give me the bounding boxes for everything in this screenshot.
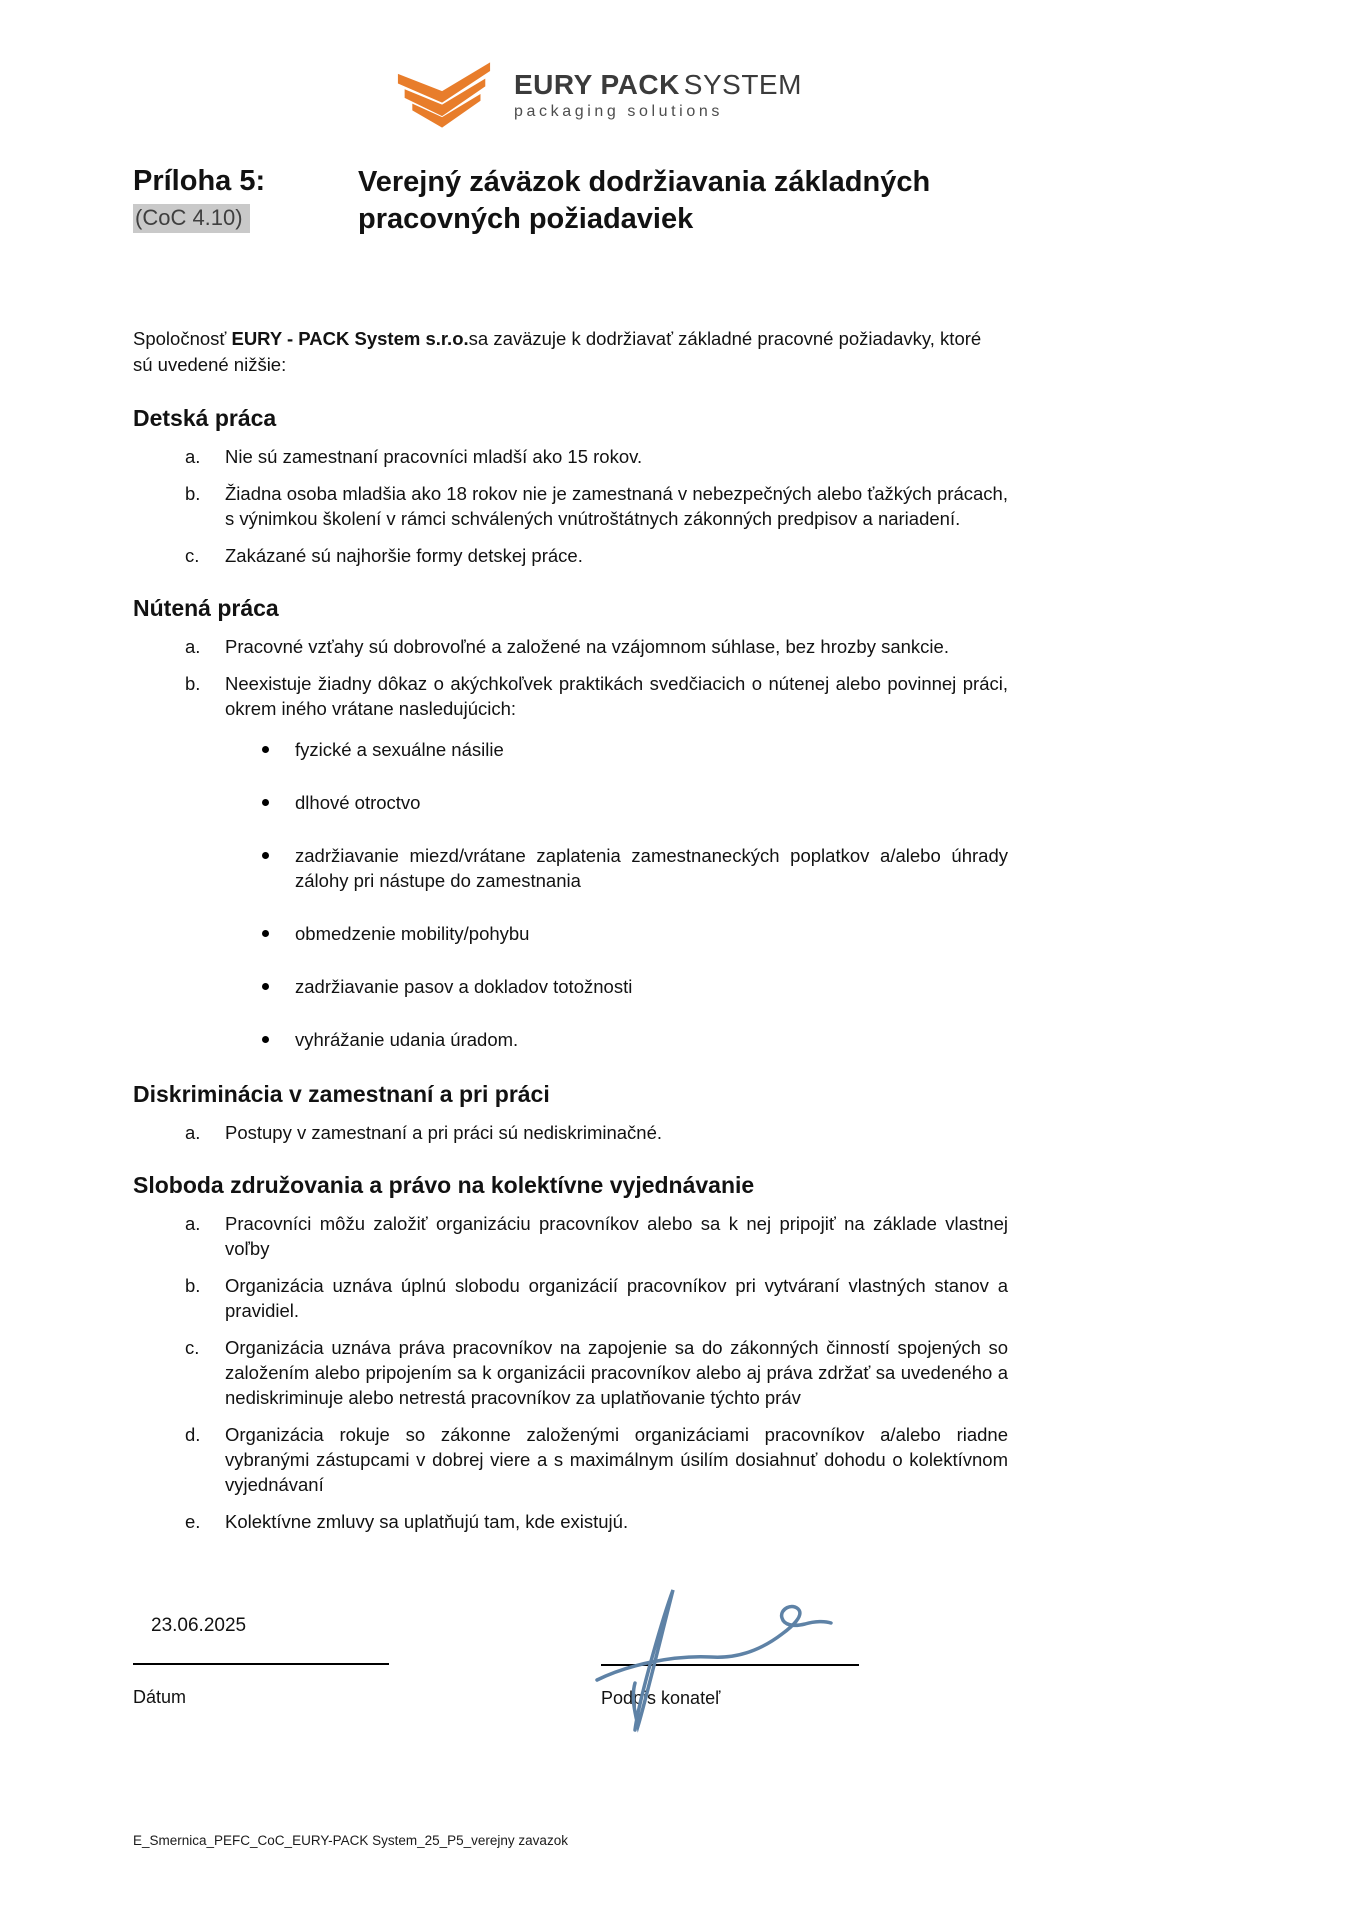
list-item	[133, 543, 1008, 568]
section-heading: Nútená práca	[133, 595, 279, 621]
list-item-label: b.	[185, 1275, 201, 1296]
list-item-label: b.	[185, 483, 201, 504]
page-title	[358, 164, 930, 238]
list-item-label: a.	[185, 636, 201, 657]
bullet-item	[133, 790, 1008, 815]
list-item-label: a.	[185, 446, 201, 467]
bullet-item	[133, 974, 1008, 999]
list-item-label: a.	[185, 1213, 201, 1234]
bullet-item	[133, 1027, 1008, 1052]
bullet-icon	[262, 1027, 295, 1052]
list-item-text: Kolektívne zmluvy sa uplatňujú tam, kde existujú.	[225, 1511, 629, 1532]
section-diskriminacia	[133, 1080, 1008, 1145]
section-heading: Diskriminácia v zamestnaní a pri práci	[133, 1081, 550, 1107]
logo-title-secondary: SYSTEM	[683, 68, 802, 100]
bullet-icon	[262, 790, 295, 815]
list-item	[133, 481, 1008, 531]
list-item	[133, 634, 1008, 659]
list-item-text: Organizácia uznáva úplnú slobodu organizácií pracovníkov pri vytváraní vlastných stanov a pravidiel.	[225, 1275, 1008, 1321]
date-value: 23.06.2025	[151, 1615, 247, 1636]
logo-title	[514, 70, 802, 100]
list-item-text: Pracovníci môžu založiť organizáciu pracovníkov alebo sa k nej pripojiť na základe vlastnej voľby	[225, 1213, 1008, 1259]
bullet-icon	[262, 737, 295, 762]
list-item	[133, 1422, 1008, 1497]
bullet-text: obmedzenie mobility/pohybu	[295, 923, 530, 944]
list-item	[133, 1335, 1008, 1410]
date-block	[133, 1615, 389, 1708]
section-heading: Sloboda združovania a právo na kolektívne vyjednávanie	[133, 1172, 755, 1198]
intro-suffix: sa zaväzuje k dodržiavať základné pracovné požiadavky, ktoré sú uvedené nižšie:	[133, 328, 982, 375]
handwritten-signature	[579, 1583, 839, 1733]
bullet-icon	[262, 974, 295, 999]
signature-label: Podpis konateľ	[601, 1688, 721, 1708]
date-line	[133, 1663, 389, 1665]
document-body	[133, 404, 1008, 1534]
list-item-text: Nie sú zamestnaní pracovníci mladší ako 15 rokov.	[225, 446, 643, 467]
list-item	[133, 671, 1008, 721]
list-item-text: Organizácia rokuje so zákonne založenými organizáciami pracovníkov a/alebo riadne vybranými zástupcami v dobrej viere a s maximálnym úsilím dosiahnuť dohodu o kolektívnom vyjednávaní	[225, 1424, 1008, 1495]
list-item-text: Žiadna osoba mladšia ako 18 rokov nie je zamestnaná v nebezpečných alebo ťažkých prácach, s výnimkou školení v rámci schválených vnútroštátnych zákonných predpisov a nariadení.	[225, 483, 1008, 529]
annex-column	[133, 164, 358, 238]
bullet-item	[133, 843, 1008, 893]
page-title-line1: Verejný záväzok dodržiavania základných	[358, 166, 931, 198]
bullet-text: fyzické a sexuálne násilie	[295, 739, 504, 760]
logo-subtitle: packaging solutions	[514, 102, 723, 120]
intro-prefix: Spoločnosť	[133, 328, 232, 349]
list-item	[133, 1211, 1008, 1261]
bullet-item	[133, 737, 1008, 762]
list-item	[133, 444, 1008, 469]
bullet-text: dlhové otroctvo	[295, 792, 421, 813]
annex-label: Príloha 5:	[133, 165, 266, 197]
page-title-line2: pracovných požiadaviek	[358, 203, 694, 235]
list-item	[133, 1120, 1008, 1145]
bullet-icon	[262, 843, 295, 893]
company-name: EURY - PACK System s.r.o.	[231, 328, 469, 349]
signature-block	[601, 1615, 859, 1709]
list-item-text: Organizácia uznáva práva pracovníkov na zapojenie sa do zákonných činností spojených so založením alebo pripojením sa k organizácii pracovníkov alebo aj práva zdržať sa uvedeného a nediskriminuje alebo netrestá pracovníkov za uplatňovanie týchto práv	[225, 1337, 1008, 1408]
section-nutena-praca	[133, 594, 1008, 1052]
bullet-text: zadržiavanie pasov a dokladov totožnosti	[295, 976, 633, 997]
section-heading: Detská práca	[133, 405, 277, 431]
section-sloboda-zdruzovania	[133, 1171, 1008, 1534]
list-item	[133, 1509, 1008, 1534]
list-item-text: Neexistuje žiadny dôkaz o akýchkoľvek praktikách svedčiacich o nútenej alebo povinnej práci, okrem iného vrátane nasledujúcich:	[225, 673, 1008, 719]
list-item-text: Postupy v zamestnaní a pri práci sú nediskriminačné.	[225, 1122, 663, 1143]
bullet-list	[133, 737, 1008, 1052]
intro-paragraph	[133, 326, 989, 378]
list-item-label: d.	[185, 1424, 201, 1445]
list-item	[133, 1273, 1008, 1323]
date-label: Dátum	[133, 1687, 187, 1707]
annex-code-highlight: (CoC 4.10)	[133, 204, 250, 233]
list-item-text: Pracovné vzťahy sú dobrovoľné a založené na vzájomnom súhlase, bez hrozby sankcie.	[225, 636, 949, 657]
bullet-icon	[262, 921, 295, 946]
title-row	[133, 164, 1008, 238]
bullet-text: zadržiavanie miezd/vrátane zaplatenia zamestnaneckých poplatkov a/alebo úhrady zálohy pri nástupe do zamestnania	[295, 845, 1008, 891]
logo-title-main: EURY PACK	[514, 68, 680, 100]
list-item-label: c.	[185, 545, 200, 566]
section-detska-praca	[133, 404, 1008, 568]
footer-filename: E_Smernica_PEFC_CoC_EURY-PACK System_25_P5_verejny zavazok	[133, 1833, 568, 1848]
list-item-label: b.	[185, 673, 201, 694]
list-item-text: Zakázané sú najhoršie formy detskej práce.	[225, 545, 583, 566]
logo-chevron-icon	[396, 60, 492, 130]
bullet-text: vyhrážanie udania úradom.	[295, 1029, 519, 1050]
list-item-label: e.	[185, 1511, 201, 1532]
bullet-item	[133, 921, 1008, 946]
company-logo	[396, 60, 802, 130]
list-item-label: c.	[185, 1337, 200, 1358]
list-item-label: a.	[185, 1122, 201, 1143]
logo-text	[514, 70, 802, 121]
